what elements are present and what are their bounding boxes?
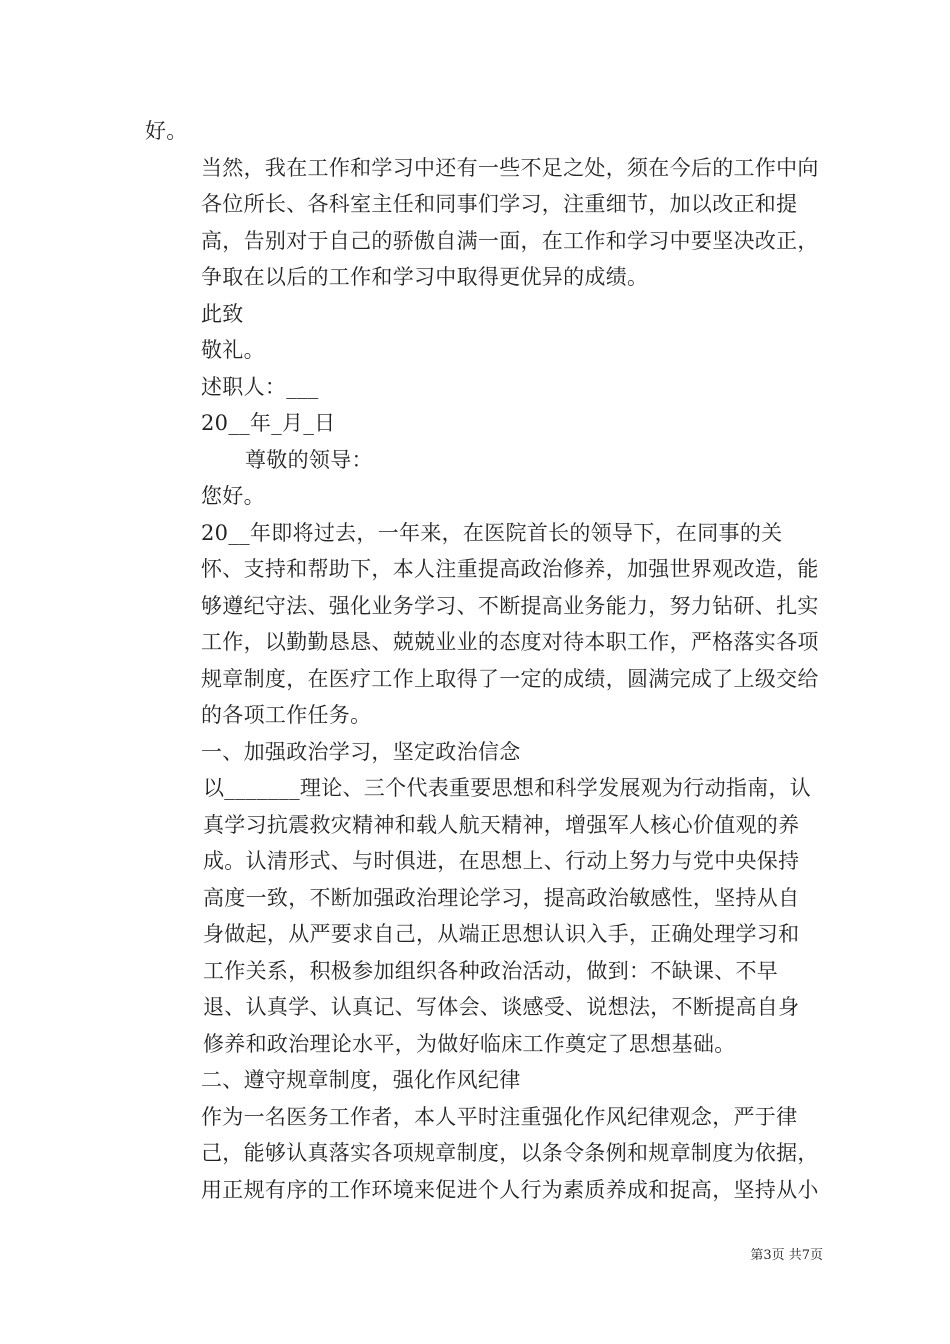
closing-salutation: 此致: [201, 301, 244, 326]
signature-line: 述职人：___: [201, 374, 319, 399]
section-heading: 二、遵守规章制度，强化作风纪律: [201, 1068, 521, 1092]
paragraph: 当然，我在工作和学习中还有一些不足之处，须在今后的工作中向各位所长、各科室主任和同事们学习，注重细节，加以改正和提高，告别对于自己的骄傲自满一面，在工作和学习中要坚决改正，争取在以后的工作和学习中取得更优异的成绩。: [201, 155, 819, 289]
section-heading: 一、加强政治学习，坚定政治信念: [201, 739, 521, 764]
paragraph: 20__年即将过去，一年来，在医院首长的领导下，在同事的关怀、支持和帮助下，本人注重提高政治修养，加强世界观改造，能够遵纪守法、强化业务学习、不断提高业务能力，努力钻研、扎实工作，以勤勤恳恳、兢兢业业的态度对待本职工作，严格落实各项规章制度，在医疗工作上取得了一定的成绩，圆满完成了上级交给的各项工作任务。: [201, 520, 819, 727]
page-footer: 第3页 共7页: [750, 1248, 823, 1263]
document-body: [145, 113, 820, 1208]
closing-regards: 敬礼。: [201, 338, 265, 362]
greeting: 尊敬的领导：: [245, 447, 373, 472]
paragraph: 作为一名医务工作者，本人平时注重强化作风纪律观念，严于律己，能够认真落实各项规章制度，以条令条例和规章制度为依据，用正规有序的工作环境来促进个人行为素质养成和捉高，坚持从小: [201, 1104, 819, 1202]
greeting-hello: 您好。: [201, 484, 265, 508]
paragraph: 好。: [145, 119, 188, 143]
paragraph: 以_______理论、三个代表重要思想和科学发展观为行动指南，认真学习抗震救灾精神和载人航天精神，增强军人核心价值观的养成。认清形式、与时俱进，在思想上、行动上努力与党中央保持高度一致，不断加强政治理论学习，提高政治敏感性，坚持从自身做起，从严要求自己，从端正思想认识入手，正确处理学习和工作关系，积极参加组织各种政治活动，做到：不缺课、不早退、认真学、认真记、写体会、谈感受、说想法，不断提高自身修养和政治理论水平，为做好临床工作奠定了思想基础。: [203, 776, 812, 1056]
date-line: 20__年_月_日: [201, 411, 336, 435]
